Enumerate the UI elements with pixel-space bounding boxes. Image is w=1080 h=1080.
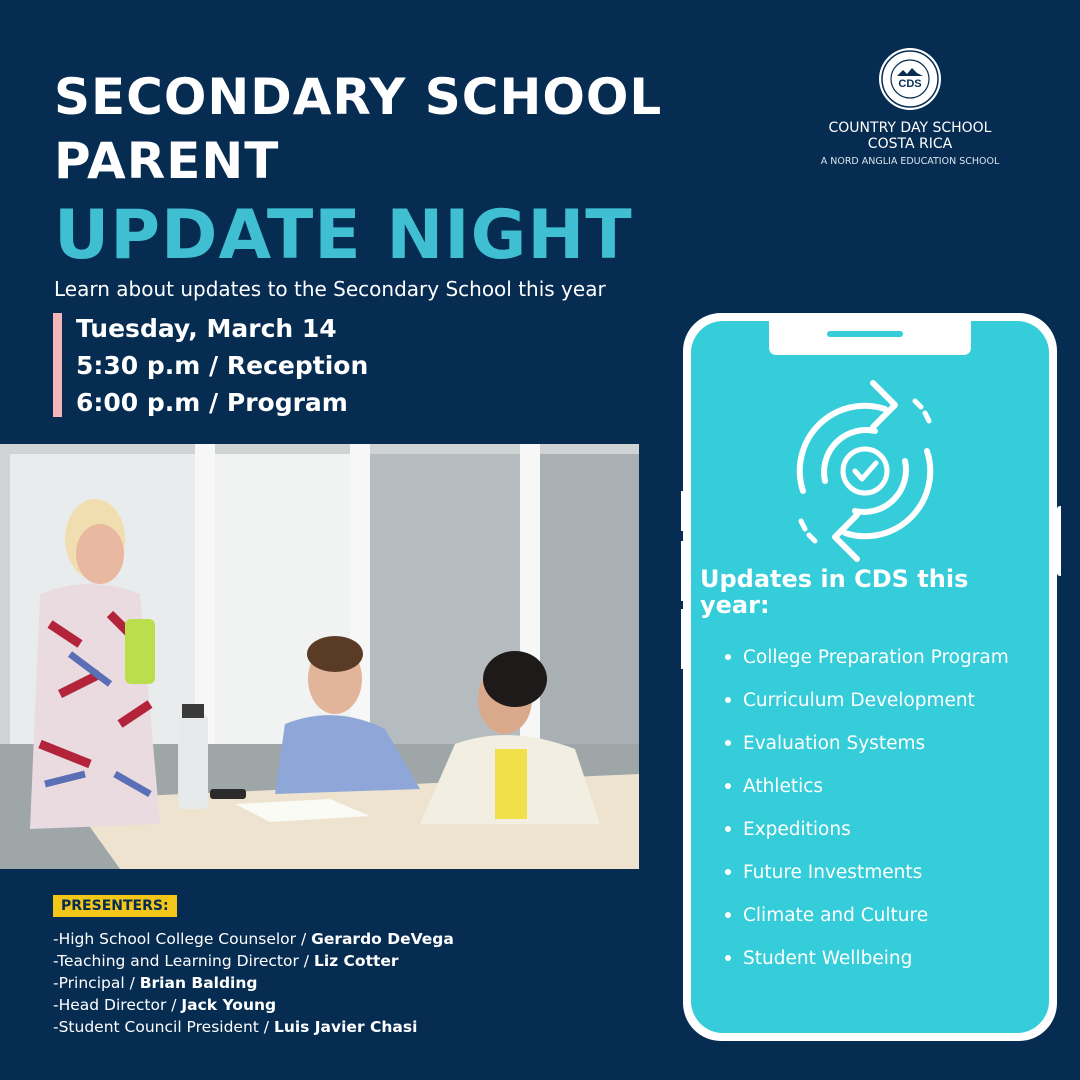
title-line-3: UPDATE NIGHT [54, 196, 633, 275]
title-line-2: PARENT [54, 132, 280, 190]
bullet-icon [725, 697, 731, 703]
school-name-line-1: COUNTRY DAY SCHOOL [828, 120, 992, 136]
bullet-icon [725, 869, 731, 875]
event-date: Tuesday, March 14 [76, 314, 337, 343]
presenters-badge: PRESENTERS: [53, 895, 177, 917]
meeting-photo [0, 444, 639, 869]
update-item: Curriculum Development [722, 679, 1009, 722]
meeting-photo-illustration [0, 444, 639, 869]
update-item: Athletics [722, 765, 1009, 808]
seal-center-text: CDS [898, 78, 922, 90]
bullet-icon [725, 955, 731, 961]
update-item: Future Investments [722, 851, 1009, 894]
update-item: Climate and Culture [722, 894, 1009, 937]
school-tagline: A NORD ANGLIA EDUCATION SCHOOL [820, 156, 1000, 167]
presenter-item: -Teaching and Learning Director / Liz Cotter [53, 952, 399, 970]
program-time: 6:00 p.m / Program [76, 388, 348, 417]
bullet-icon [725, 654, 731, 660]
update-item: Expeditions [722, 808, 1009, 851]
update-item: College Preparation Program [722, 636, 1009, 679]
bullet-icon [725, 912, 731, 918]
presenters-list [53, 928, 454, 1038]
bullet-icon [725, 826, 731, 832]
presenter-item: -High School College Counselor / Gerardo DeVega [53, 930, 454, 948]
school-seal-icon [877, 46, 943, 112]
presenter-item: -Head Director / Jack Young [53, 996, 277, 1014]
date-accent-bar [53, 313, 62, 417]
updates-list [722, 636, 1009, 980]
schedule [76, 310, 368, 421]
bullet-icon [725, 740, 731, 746]
bullet-icon [725, 783, 731, 789]
update-item: Student Wellbeing [722, 937, 1009, 980]
reception-time: 5:30 p.m / Reception [76, 351, 369, 380]
presenter-item: -Principal / Brian Balding [53, 974, 258, 992]
presenter-item: -Student Council President / Luis Javier Chasi [53, 1018, 418, 1036]
updates-title: Updates in CDS this year: [700, 565, 969, 619]
subtitle: Learn about updates to the Secondary School this year [54, 277, 606, 301]
school-name-line-2: COSTA RICA [867, 136, 953, 152]
title-line-1: SECONDARY SCHOOL [54, 68, 663, 126]
update-item: Evaluation Systems [722, 722, 1009, 765]
